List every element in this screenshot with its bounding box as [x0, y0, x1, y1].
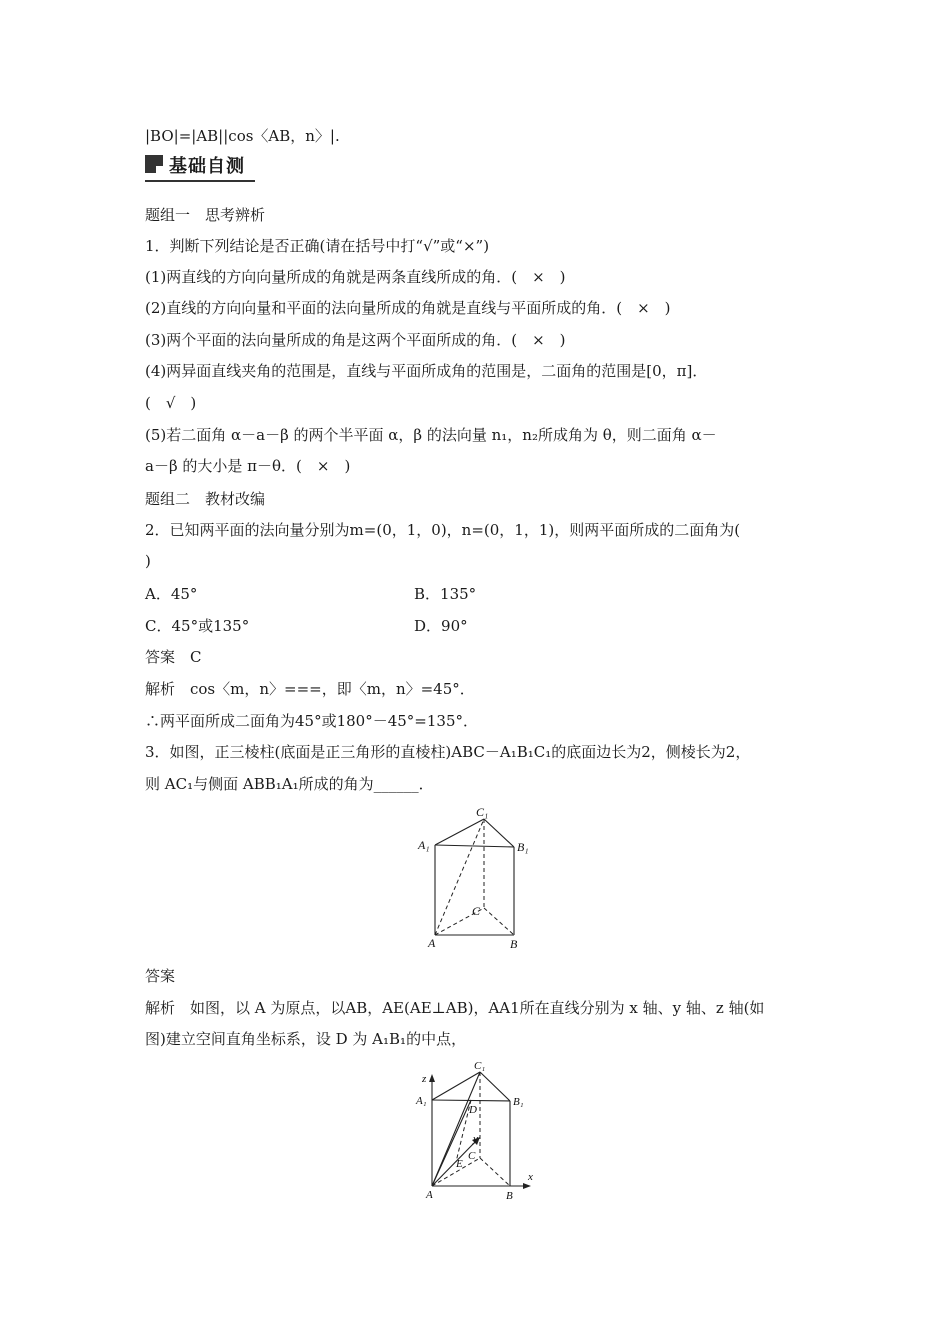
q2-option-b: B．135°: [414, 585, 477, 603]
q1-item-5-cont: a－β 的大小是 π－θ．( × ): [145, 457, 351, 475]
z-arrow: [429, 1074, 435, 1082]
prism-figure-1: [410, 805, 540, 955]
label-e: E: [456, 1158, 463, 1170]
q3-analysis-2: 图)建立空间直角坐标系，设 D 为 A₁B₁的中点，: [145, 1030, 467, 1048]
q3-answer: 答案: [145, 967, 176, 985]
label-b1: B₁: [517, 840, 529, 854]
label-a: A: [428, 936, 436, 950]
label-b: B: [506, 1190, 513, 1202]
edge-a1-b1: [435, 845, 514, 847]
segment-a-d: [432, 1100, 471, 1186]
q3-stem-2: 则 AC₁与侧面 ABB₁A₁所成的角为______．: [145, 775, 434, 793]
q2-stem-cont: ): [145, 552, 151, 570]
q2-analysis-1: 解析 cos〈m，n〉===，即〈m，n〉=45°．: [145, 680, 475, 698]
group2-title: 题组二 教材改编: [145, 490, 266, 508]
q1-item-2: (2)直线的方向向量和平面的法向量所成的角就是直线与平面所成的角．( × ): [145, 299, 671, 317]
section-title: 基础自测: [169, 156, 245, 177]
label-a1: A₁: [416, 1095, 427, 1107]
edge-c1-b1: [484, 819, 514, 847]
top-formula: |BO|=|AB||cos〈AB，n〉|.: [145, 127, 340, 145]
x-arrow: [523, 1183, 531, 1189]
label-z: z: [422, 1073, 427, 1085]
group1-title: 题组一 思考辨析: [145, 206, 266, 224]
section-header: [145, 152, 255, 182]
label-b: B: [510, 937, 518, 951]
q2-stem: 2．已知两平面的法向量分别为m=(0，1，0)，n=(0，1，1)，则两平面所成的二面角为(: [145, 521, 741, 539]
q2-option-c: C．45°或135°: [145, 617, 250, 635]
edge-a1-c1: [435, 819, 484, 845]
q1-item-4-answer: ( √ ): [145, 394, 197, 412]
q3-analysis-1: 解析 如图，以 A 为原点，以AB，AE(AE⊥AB)，AA1所在直线分别为 x 轴、y 轴、z 轴(如: [145, 999, 765, 1017]
label-c: C: [468, 1150, 476, 1162]
edge-a1-c1: [432, 1072, 480, 1100]
label-a: A: [426, 1189, 433, 1201]
edge-c-b: [484, 908, 514, 935]
q2-answer: 答案 C: [145, 648, 202, 666]
section-square-icon: [145, 155, 163, 173]
q3-stem-1: 3．如图，正三棱柱(底面是正三角形的直棱柱)ABC－A₁B₁C₁的底面边长为2，侧棱长为2，: [145, 743, 751, 761]
label-b1: B₁: [513, 1096, 524, 1108]
q1-item-1: (1)两直线的方向向量所成的角就是两条直线所成的角．( × ): [145, 268, 566, 286]
q1-item-3: (3)两个平面的法向量所成的角是这两个平面所成的角．( × ): [145, 331, 566, 349]
y-axis: [432, 1140, 477, 1186]
q2-option-a: A．45°: [145, 585, 198, 603]
q1-stem: 1．判断下列结论是否正确(请在括号中打“√”或“×”): [145, 237, 490, 255]
q2-analysis-2: ∴两平面所成二面角为45°或180°－45°=135°．: [145, 712, 479, 730]
label-x: x: [528, 1171, 533, 1183]
label-c1: C₁: [476, 805, 489, 819]
q2-option-d: D．90°: [414, 617, 468, 635]
label-d: D: [469, 1104, 477, 1116]
q1-item-4: (4)两异面直线夹角的范围是，直线与平面所成角的范围是，二面角的范围是[0，π]．: [145, 362, 708, 380]
edge-c-b: [480, 1158, 510, 1186]
label-y: y: [473, 1133, 478, 1145]
edge-c1-b1: [480, 1072, 510, 1101]
q1-item-5: (5)若二面角 α－a－β 的两个半平面 α，β 的法向量 n₁，n₂所成角为 θ，则二面角 α－: [145, 426, 717, 444]
label-c1: C₁: [474, 1060, 486, 1072]
label-a1: A₁: [418, 838, 430, 852]
prism-figure-2: [410, 1058, 545, 1206]
label-c: C: [472, 904, 481, 918]
